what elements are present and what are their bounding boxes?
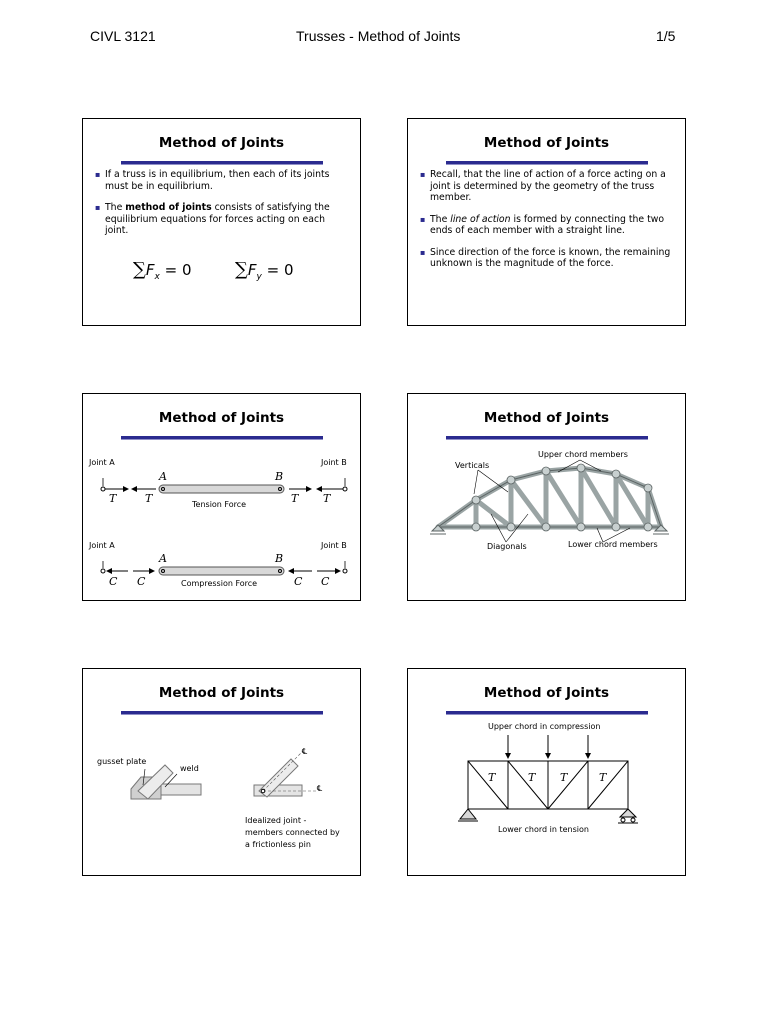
point-a-label: A (159, 552, 167, 565)
joint-a-label: Joint A (89, 541, 115, 550)
slide-title: Method of Joints (483, 135, 610, 151)
equation-sum-fy: $\sum F_y = 0$ (235, 259, 294, 282)
diagonals-label: Diagonals (487, 542, 527, 551)
truss-diagram (408, 394, 687, 602)
slide-1 (82, 118, 361, 326)
bullet-item: ▪ Recall, that the line of action of a force acting on a joint is determined by the geometry of the truss member. (420, 169, 673, 204)
gusset-plate-label: gusset plate (97, 757, 147, 766)
centerline-label: ℄ (317, 784, 323, 793)
joint-diagram (83, 669, 362, 877)
slide-title: Method of Joints (158, 135, 285, 151)
bullet-list (420, 169, 673, 280)
bullet-item: ▪ Since direction of the force is known, the remaining unknown is the magnitude of the force. (420, 247, 673, 270)
pratt-truss-diagram (408, 669, 687, 877)
slide-2 (407, 118, 686, 326)
bullet-item: ▪ The method of joints consists of satisfying the equilibrium equations for forces acting on each joint. (95, 202, 348, 237)
upper-chord-compression-label: Upper chord in compression (488, 722, 601, 731)
page-number: 1/5 (656, 28, 676, 44)
t-label: T (291, 492, 299, 505)
title-rule (121, 161, 323, 165)
joint-b-label: Joint B (321, 541, 347, 550)
c-label: C (137, 575, 146, 588)
slide-5 (82, 668, 361, 876)
bullet-item: ▪ The line of action is formed by connecting the two ends of each member with a straight line. (420, 214, 673, 237)
slide-title: Method of Joints (483, 410, 610, 426)
verticals-label: Verticals (455, 461, 490, 470)
t-label: T (528, 771, 536, 784)
t-label: T (560, 771, 568, 784)
tension-force-label: Tension Force (192, 500, 247, 509)
t-label: T (488, 771, 496, 784)
c-label: C (294, 575, 303, 588)
bullet-list (95, 169, 348, 247)
slide-title: Method of Joints (158, 410, 285, 426)
course-code: CIVL 3121 (90, 28, 156, 44)
joint-b-label: Joint B (321, 458, 347, 467)
c-label: C (321, 575, 330, 588)
slide-title: Method of Joints (158, 685, 285, 701)
point-b-label: B (275, 552, 284, 565)
point-b-label: B (275, 470, 284, 483)
joint-a-label: Joint A (89, 458, 115, 467)
slide-4 (407, 393, 686, 601)
compression-force-label: Compression Force (181, 579, 258, 588)
point-a-label: A (159, 470, 167, 483)
t-label: T (599, 771, 607, 784)
lower-chord-tension-label: Lower chord in tension (498, 825, 589, 834)
t-label: T (323, 492, 331, 505)
equation-sum-fx: $\sum F_x = 0$ (133, 259, 192, 282)
idealized-label-2: members connected by (245, 828, 340, 837)
t-label: T (109, 492, 117, 505)
idealized-label-3: a frictionless pin (245, 840, 311, 849)
centerline-label: ℄ (302, 747, 308, 756)
title-rule (446, 161, 648, 165)
idealized-label: Idealized joint - (245, 816, 307, 825)
lower-chord-label: Lower chord members (568, 540, 658, 549)
slide-6 (407, 668, 686, 876)
c-label: C (109, 575, 118, 588)
weld-label: weld (180, 764, 199, 773)
upper-chord-label: Upper chord members (538, 450, 628, 459)
slide-title: Method of Joints (483, 685, 610, 701)
document-title: Trusses - Method of Joints (296, 28, 461, 44)
t-label: T (145, 492, 153, 505)
bullet-item: ▪ If a truss is in equilibrium, then each of its joints must be in equilibrium. (95, 169, 348, 192)
tension-compression-diagram (83, 394, 362, 602)
slide-3 (82, 393, 361, 601)
